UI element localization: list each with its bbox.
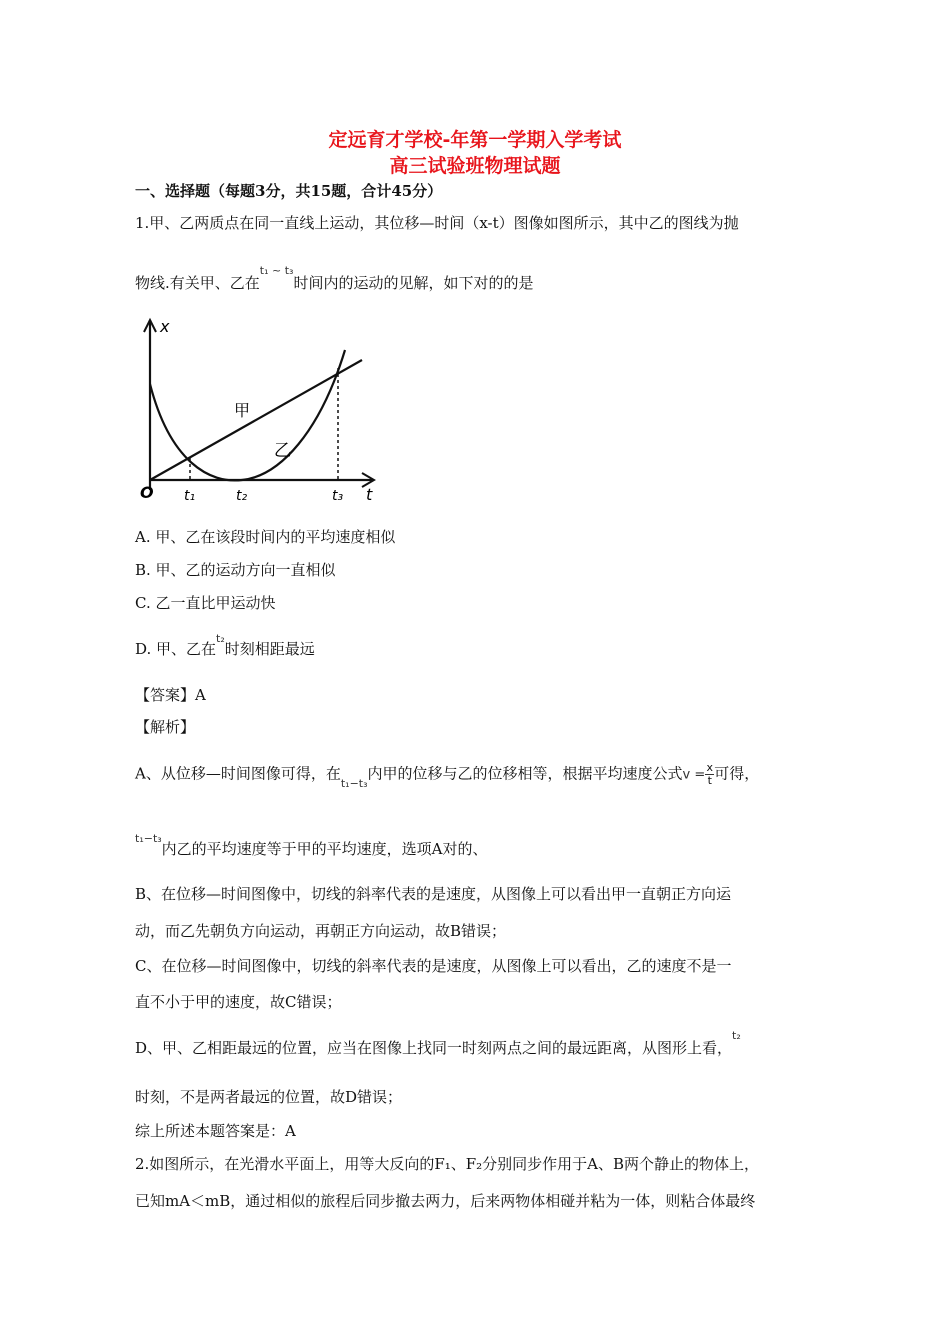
q1-option-d-t2: t₂ [216, 632, 225, 645]
q1-expl-b-line1: B、在位移—时间图像中，切线的斜率代表的是速度，从图像上可以看出甲一直朝正方向运 [135, 885, 732, 903]
expl-a-text-3: 可得， [714, 764, 760, 783]
q1-answer: 【答案】A [135, 686, 206, 704]
yi-label: 乙 [274, 441, 291, 461]
q1-stem-interval: t₁ ~ t₃ [259, 264, 294, 277]
section-heading: 一、选择题（每题3分，共15题，合计45分） [135, 182, 443, 200]
expl-d-text-1: D、甲、乙相距最远的位置，应当在图像上找同一时刻两点之间的最远距离，从图形上看， [135, 1039, 733, 1057]
q1-expl-b-line2: 动，而乙先朝负方向运动，再朝正方向运动，故B错误； [135, 922, 507, 940]
q1-option-b: B. 甲、乙的运动方向一直相似 [135, 561, 336, 579]
q1-option-d-text-b: 时刻相距最远 [224, 640, 315, 658]
q1-stem-text-a: 物线.有关甲、乙在 [135, 274, 260, 292]
tick-t1-label: t₁ [184, 488, 196, 504]
tick-t2-label: t₂ [236, 488, 248, 504]
q1-expl-d-line2: 时刻，不是两者最远的位置，故D错误； [135, 1088, 403, 1106]
axis-t-label: t [366, 485, 373, 504]
xt-graph-figure [140, 312, 390, 512]
q1-option-d-text-a: D. 甲、乙在 [135, 640, 217, 658]
q1-expl-a-line1 [135, 761, 760, 790]
jia-label: 甲 [234, 401, 251, 420]
q2-line1: 2.如图所示，在光滑水平面上，用等大反向的F₁、F₂分别同步作用于A、B两个静止的物体上， [135, 1155, 760, 1173]
expl-a2-text: 内乙的平均速度等于甲的平均速度，选项A对的、 [161, 840, 488, 858]
tick-t3-label: t₃ [332, 488, 344, 504]
q1-expl-c-line1: C、在位移—时间图像中，切线的斜率代表的是速度，从图像上可以看出，乙的速度不是一 [135, 957, 732, 975]
title-line-1: 定远育才学校-年第一学期入学考试 [328, 129, 622, 151]
fraction-denominator: t [707, 774, 712, 787]
q2-line2: 已知mA＜mB，通过相似的旅程后同步撤去两力，后来两物体相碰并粘为一体，则粘合体最终 [135, 1192, 756, 1210]
q1-expl-d-line1 [135, 1029, 741, 1058]
title-line-2: 高三试验班物理试题 [389, 155, 561, 177]
expl-d-t2: t₂ [732, 1029, 741, 1042]
q1-analysis-label: 【解析】 [135, 718, 196, 736]
q1-option-d [135, 632, 315, 659]
q1-expl-c-line2: 直不小于甲的速度，故C错误； [135, 993, 342, 1011]
q1-stem-text-b: 时间内的运动的见解，如下对的的是 [293, 274, 534, 292]
q1-summary: 综上所述本题答案是：A [135, 1122, 296, 1140]
jia-line [150, 360, 362, 480]
expl-a-text-2: 内甲的位移与乙的位移相等，根据平均速度公式 [367, 764, 683, 783]
expl-a-formula-fraction [705, 762, 714, 787]
q1-stem-line1: 1.甲、乙两质点在同一直线上运动，其位移—时间（x-t）图像如图所示，其中乙的图线为抛 [135, 214, 739, 232]
axis-x-label: x [160, 317, 170, 336]
origin-label: O [140, 483, 154, 502]
fraction-numerator: x [706, 761, 713, 774]
q1-option-c: C. 乙一直比甲运动快 [135, 594, 276, 612]
q1-expl-a-line2 [135, 832, 488, 859]
expl-a-text-1: A、从位移—时间图像可得，在 [135, 764, 341, 783]
expl-a2-interval: t₁−t₃ [135, 832, 162, 845]
q1-option-a: A. 甲、乙在该段时间内的平均速度相似 [135, 528, 396, 546]
expl-a-formula-v: v = [682, 767, 706, 783]
expl-a-interval: t₁−t₃ [340, 776, 368, 790]
